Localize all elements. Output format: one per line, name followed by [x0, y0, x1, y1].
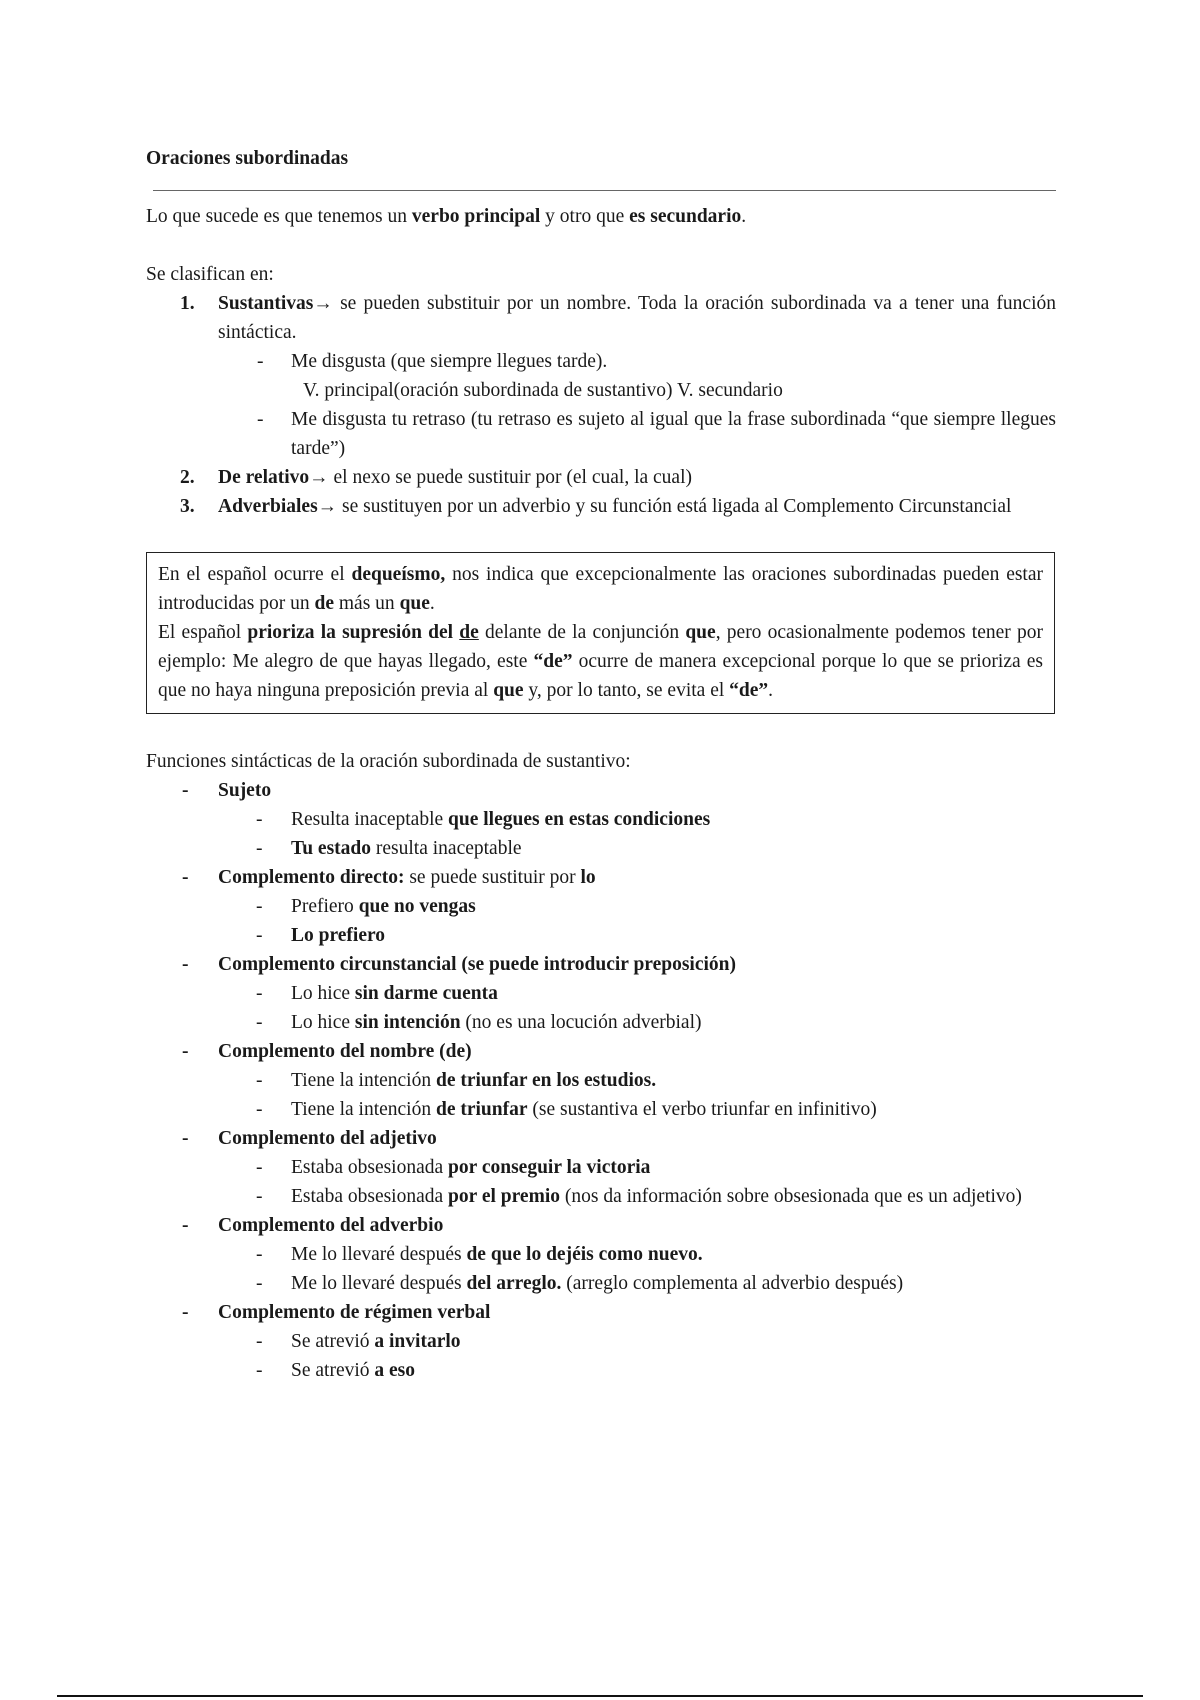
- list-item: - Se atrevió a eso: [256, 1360, 416, 1381]
- example-list: [218, 1153, 1056, 1211]
- intro-text: y otro que: [540, 206, 630, 227]
- list-item: - Lo hice sin intención (no es una locución adverbial): [256, 1012, 702, 1033]
- intro-text: Lo que sucede es que tenemos un: [146, 206, 412, 227]
- example-list: [218, 1327, 1056, 1385]
- list-item: - Me lo llevaré después del arreglo. (arreglo complementa al adverbio después): [256, 1273, 904, 1294]
- function-item: - Complemento de régimen verbal - Se atrevió a invitarlo - Se atrevió a eso: [146, 1298, 1056, 1385]
- list-item: - Prefiero que no vengas: [256, 896, 476, 917]
- example-list: [218, 1240, 1056, 1298]
- intro-text: .: [741, 206, 747, 227]
- list-item: [146, 289, 1056, 463]
- type-label: Adverbiales: [218, 496, 318, 517]
- list-item: - Me lo llevaré después de que lo dejéis como nuevo.: [256, 1244, 703, 1265]
- list-number: 3.: [180, 496, 195, 517]
- list-number: 2.: [180, 467, 195, 488]
- box-paragraph: En el español ocurre el dequeísmo, nos indica que excepcionalmente las oraciones subordinadas pueden estar introducidas por un de más un que.: [158, 564, 1044, 614]
- functions-title: Funciones sintácticas de la oración subordinada de sustantivo:: [146, 751, 631, 772]
- list-item: - Me disgusta (que siempre llegues tarde).: [257, 351, 608, 372]
- function-item: - Sujeto - Resulta inaceptable que llegues en estas condiciones - Tu estado resulta inaceptable: [146, 776, 1056, 863]
- list-item: [146, 492, 1056, 521]
- type-description: → se pueden substituir por un nombre. Toda la oración subordinada va a tener una función sintáctica.: [218, 293, 1056, 343]
- list-item: - Tu estado resulta inaceptable: [256, 838, 522, 859]
- footer-divider: [57, 1695, 1143, 1697]
- example-list: [146, 347, 1056, 463]
- type-label: De relativo: [218, 467, 310, 488]
- title-divider: [153, 190, 1056, 191]
- list-item: - Me disgusta tu retraso (tu retraso es sujeto al igual que la frase subordinada “que siempre llegues tarde”): [257, 409, 1056, 459]
- classify-label: Se clasifican en:: [146, 264, 274, 285]
- list-item: - Se atrevió a invitarlo: [256, 1331, 461, 1352]
- box-paragraph: El español prioriza la supresión del de delante de la conjunción que, pero ocasionalmente podemos tener por ejemplo: Me alegro de que hayas llegado, este “de” ocurre de manera excepcional porque lo que se prioriza es que no haya ninguna preposición previa al que y, por lo tanto, se evita el “de”.: [158, 622, 1043, 701]
- example-text: Me disgusta (que siempre llegues tarde).: [291, 351, 608, 372]
- dequeismo-note-box: [146, 552, 1055, 714]
- type-description: → el nexo se puede sustituir por (el cual, la cual): [309, 467, 692, 488]
- function-item: - Complemento directo: se puede sustituir por lo - Prefiero que no vengas - Lo prefiero: [146, 863, 1056, 950]
- list-number: 1.: [180, 293, 195, 314]
- example-list: [218, 979, 1056, 1037]
- type-description: → se sustituyen por un adverbio y su función está ligada al Complemento Circunstancial: [317, 496, 1012, 517]
- list-item: - Lo hice sin darme cuenta: [256, 983, 498, 1004]
- intro-paragraph: [146, 202, 1056, 231]
- function-item: - Complemento del nombre (de) - Tiene la intención de triunfar en los estudios. - Tiene la intención de triunfar (se sustantiva el verbo triunfar en infinitivo): [146, 1037, 1056, 1124]
- functions-list: [146, 776, 1056, 1385]
- example-list: [218, 1066, 1056, 1124]
- list-item: - Estaba obsesionada por conseguir la victoria: [256, 1157, 651, 1178]
- classification-list: [146, 289, 1056, 521]
- list-item: - Resulta inaceptable que llegues en estas condiciones: [256, 809, 711, 830]
- list-item: - Estaba obsesionada por el premio (nos da información sobre obsesionada que es un adjetivo): [256, 1186, 1022, 1207]
- page-title: Oraciones subordinadas: [146, 148, 349, 169]
- example-list: [218, 892, 1056, 950]
- example-text: Me disgusta tu retraso (tu retraso es sujeto al igual que la frase subordinada “que siempre llegues tarde”): [291, 409, 1056, 459]
- document-page: [146, 146, 1056, 1385]
- intro-bold: es secundario: [629, 206, 742, 227]
- list-item: - Tiene la intención de triunfar (se sustantiva el verbo triunfar en infinitivo): [256, 1099, 877, 1120]
- intro-bold: verbo principal: [411, 206, 541, 227]
- list-item: [146, 463, 1056, 492]
- function-item: - Complemento del adjetivo - Estaba obsesionada por conseguir la victoria - Estaba obsesionada por el premio (nos da información sobre obsesionada que es un adjetivo): [146, 1124, 1056, 1211]
- function-item: - Complemento del adverbio - Me lo llevaré después de que lo dejéis como nuevo. - Me lo llevaré después del arreglo. (arreglo complementa al adverbio después): [146, 1211, 1056, 1298]
- note-text: V. principal(oración subordinada de sustantivo) V. secundario: [303, 380, 783, 401]
- type-label: Sustantivas: [218, 293, 314, 314]
- list-item: - Lo prefiero: [256, 925, 386, 946]
- example-list: [218, 805, 1056, 863]
- function-item: - Complemento circunstancial (se puede introducir preposición) - Lo hice sin darme cuenta - Lo hice sin intención (no es una locución adverbial): [146, 950, 1056, 1037]
- list-item: - Tiene la intención de triunfar en los estudios.: [256, 1070, 657, 1091]
- note-line: [146, 376, 1056, 405]
